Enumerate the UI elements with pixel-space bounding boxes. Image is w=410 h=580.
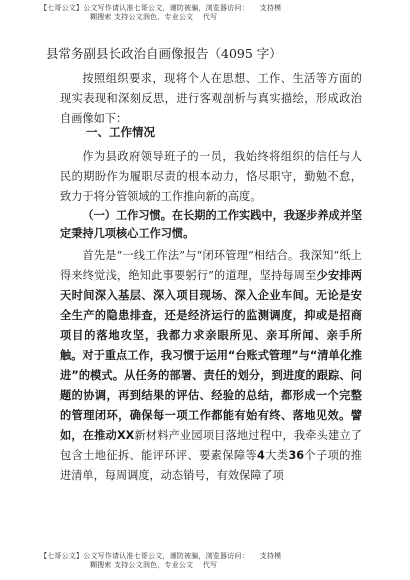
body-text-bold: XX [116, 429, 135, 442]
document-title: 县常务副县长政治自画像报告（4095 字） [46, 46, 282, 61]
body-text-bold: 36 [288, 449, 305, 462]
body-text-bold: 少安排两天时间深入基层、深入项目现场、深入企业车间。 [60, 269, 362, 302]
body-text-bold: 4 [257, 449, 265, 462]
header-watermark-banner [40, 4, 376, 22]
banner-line: 糊搜索 支持公文润色，专业公文 代写 [90, 13, 218, 21]
body-text: 个子项的推进清单，每周调度，动态销号，有效保障了项 [60, 449, 362, 482]
intro-paragraph: 按照组织要求，现将个人在思想、工作、生活等方面的现实表现和深刻反思，进行客观剖析与真实描绘，形成政治自画像如下： [60, 72, 362, 125]
body-text: 大类 [264, 449, 289, 462]
body-text-bold: 无论是安全生产的隐患排查，还是经济运行的监测调度，抑或是招商项目的落地攻坚，我都力求亲眼所见、亲耳所闻、亲手所触。对于重点工作，我习惯于运用“台账式管理”与“清单化推进”的模式。从任务的部署、责任的划分，到进度的跟踪、问题的协调，再到结果的评估、经验的总结，都形成一个完整的管理闭环，确保每一项工作都能有始有终、落地见效。譬如，在推动 [60, 289, 362, 442]
section-paragraph: 作为县政府领导班子的一员，我始终将组织的信任与人民的期盼作为履职尽责的根本动力，恪尽职守，勤勉不怠，致力于将分管领域的工作推向新的高度。 [60, 150, 362, 203]
body-text: 首先是“一线工作法”与“闭环管理”相结合。我深知“纸上得来终觉浅，绝知此事要躬行”的道理，坚持每周至 [60, 249, 362, 282]
banner-line: 【七哥公文】公文写作请认准七哥公文，谨防被骗，浏览器访问： 支持模 [40, 4, 282, 12]
body-paragraph [60, 246, 362, 486]
footer-watermark-banner [40, 552, 376, 570]
body-text: 新材料产业园项目落地过程中，我牵头建立了包含土地征拆、能评环评、要素保障等 [60, 429, 362, 462]
banner-line: 【七哥公文】公文写作请认准七哥公文，谨防被骗，浏览器访问： 支持模 [40, 552, 282, 560]
subsection-heading: （一）工作习惯。在长期的工作实践中，我逐步养成并坚定秉持几项核心工作习惯。 [60, 209, 363, 240]
section-heading: 一、工作情况 [86, 125, 155, 139]
banner-line: 糊搜索 支持公文润色，专业公文 代写 [90, 561, 218, 569]
